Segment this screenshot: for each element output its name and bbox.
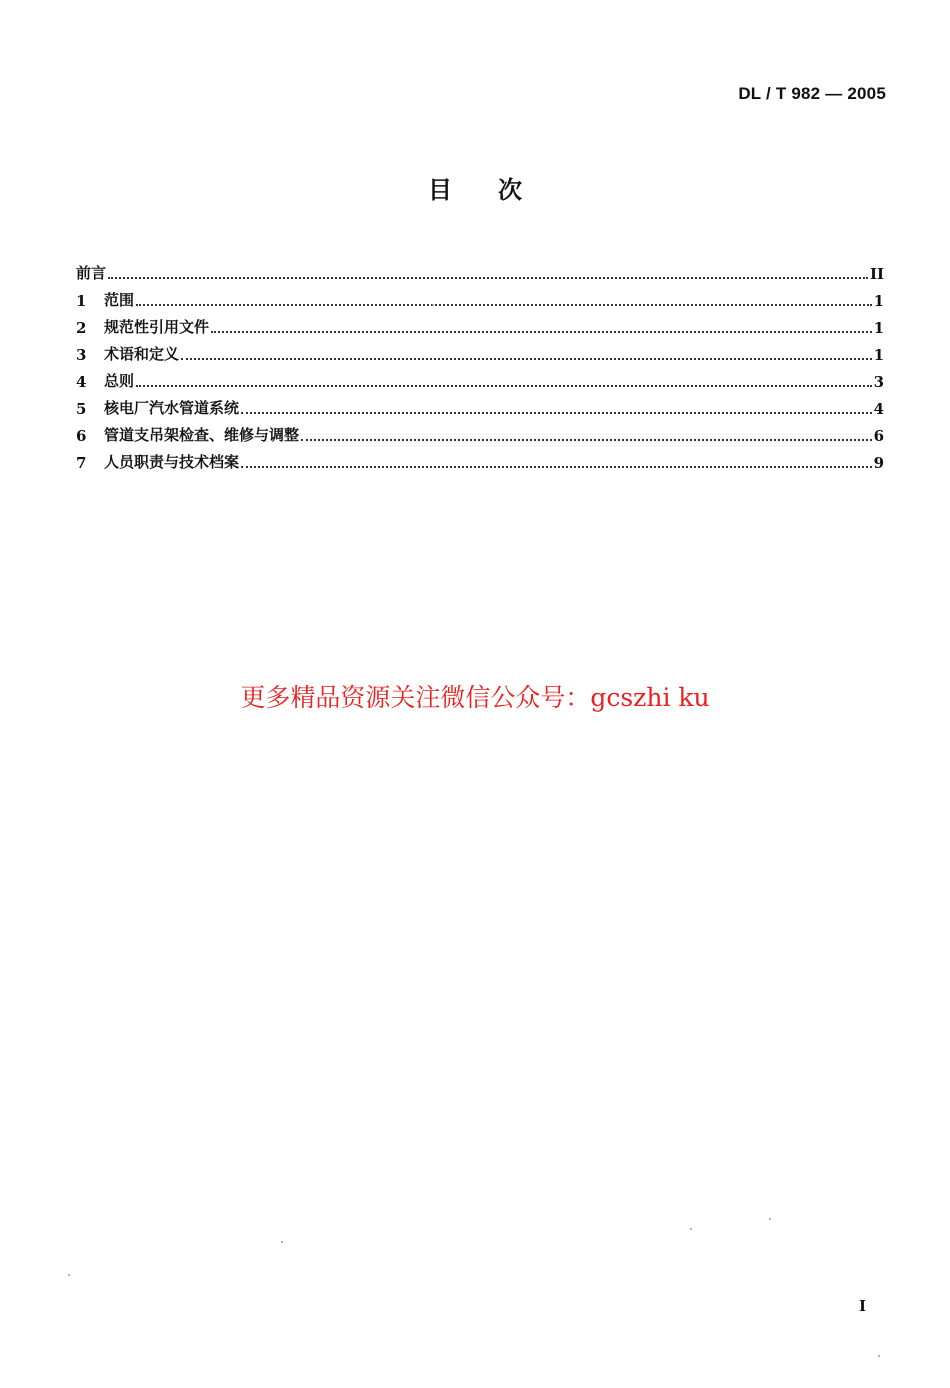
toc-entry-page: 4 [873,400,884,418]
toc-entry-number: 6 [76,427,87,445]
toc-entry-title: 核电厂汽水管道系统 [104,399,240,417]
scan-speck [878,1355,880,1357]
toc-entry-number: 1 [76,292,87,310]
toc-entry-6[interactable] [76,418,884,445]
toc-dot-leader [136,385,872,387]
toc-entry-2[interactable] [76,310,884,337]
scan-speck [432,304,434,306]
toc-entry-3[interactable] [76,337,884,364]
wechat-notice: 更多精品资源关注微信公众号：gcszhi ku [240,683,710,712]
toc-entry-page: 1 [873,292,884,310]
toc-entry-page: 1 [873,319,884,337]
toc-dot-leader [301,439,872,441]
toc-entry-title: 前言 [76,264,107,282]
toc-entry-number: 4 [76,373,87,391]
table-of-contents [76,256,884,472]
page-number: I [859,1297,867,1315]
standard-code: DL / T 982 — 2005 [738,84,886,103]
toc-dot-leader [108,277,868,279]
scan-speck [68,1274,70,1276]
toc-entry-1[interactable] [76,283,884,310]
toc-entry-foreword[interactable] [76,256,884,283]
toc-entry-number: 7 [76,454,87,472]
toc-title: 目次 [428,176,568,204]
toc-entry-title: 管道支吊架检查、维修与调整 [104,426,300,444]
toc-entry-number: 3 [76,346,87,364]
toc-entry-page: 6 [873,427,884,445]
toc-entry-page: 9 [873,454,884,472]
scan-speck [769,1218,771,1220]
toc-entry-title: 术语和定义 [104,345,180,363]
toc-entry-page: 1 [873,346,884,364]
toc-dot-leader [211,331,872,333]
scan-speck [281,1241,283,1243]
toc-entry-title: 总则 [104,372,135,390]
toc-dot-leader [181,358,872,360]
toc-entry-title: 规范性引用文件 [104,318,210,336]
toc-entry-title: 范围 [104,291,135,309]
toc-entry-5[interactable] [76,391,884,418]
toc-dot-leader [136,304,872,306]
toc-dot-leader [241,466,872,468]
scan-speck [690,1228,692,1230]
toc-entry-page: 3 [873,373,884,391]
toc-dot-leader [241,412,872,414]
toc-entry-title: 人员职责与技术档案 [104,453,240,471]
toc-entry-number: 5 [76,400,87,418]
toc-entry-number: 2 [76,319,87,337]
toc-entry-7[interactable] [76,445,884,472]
toc-entry-4[interactable] [76,364,884,391]
toc-entry-page: II [869,265,884,283]
